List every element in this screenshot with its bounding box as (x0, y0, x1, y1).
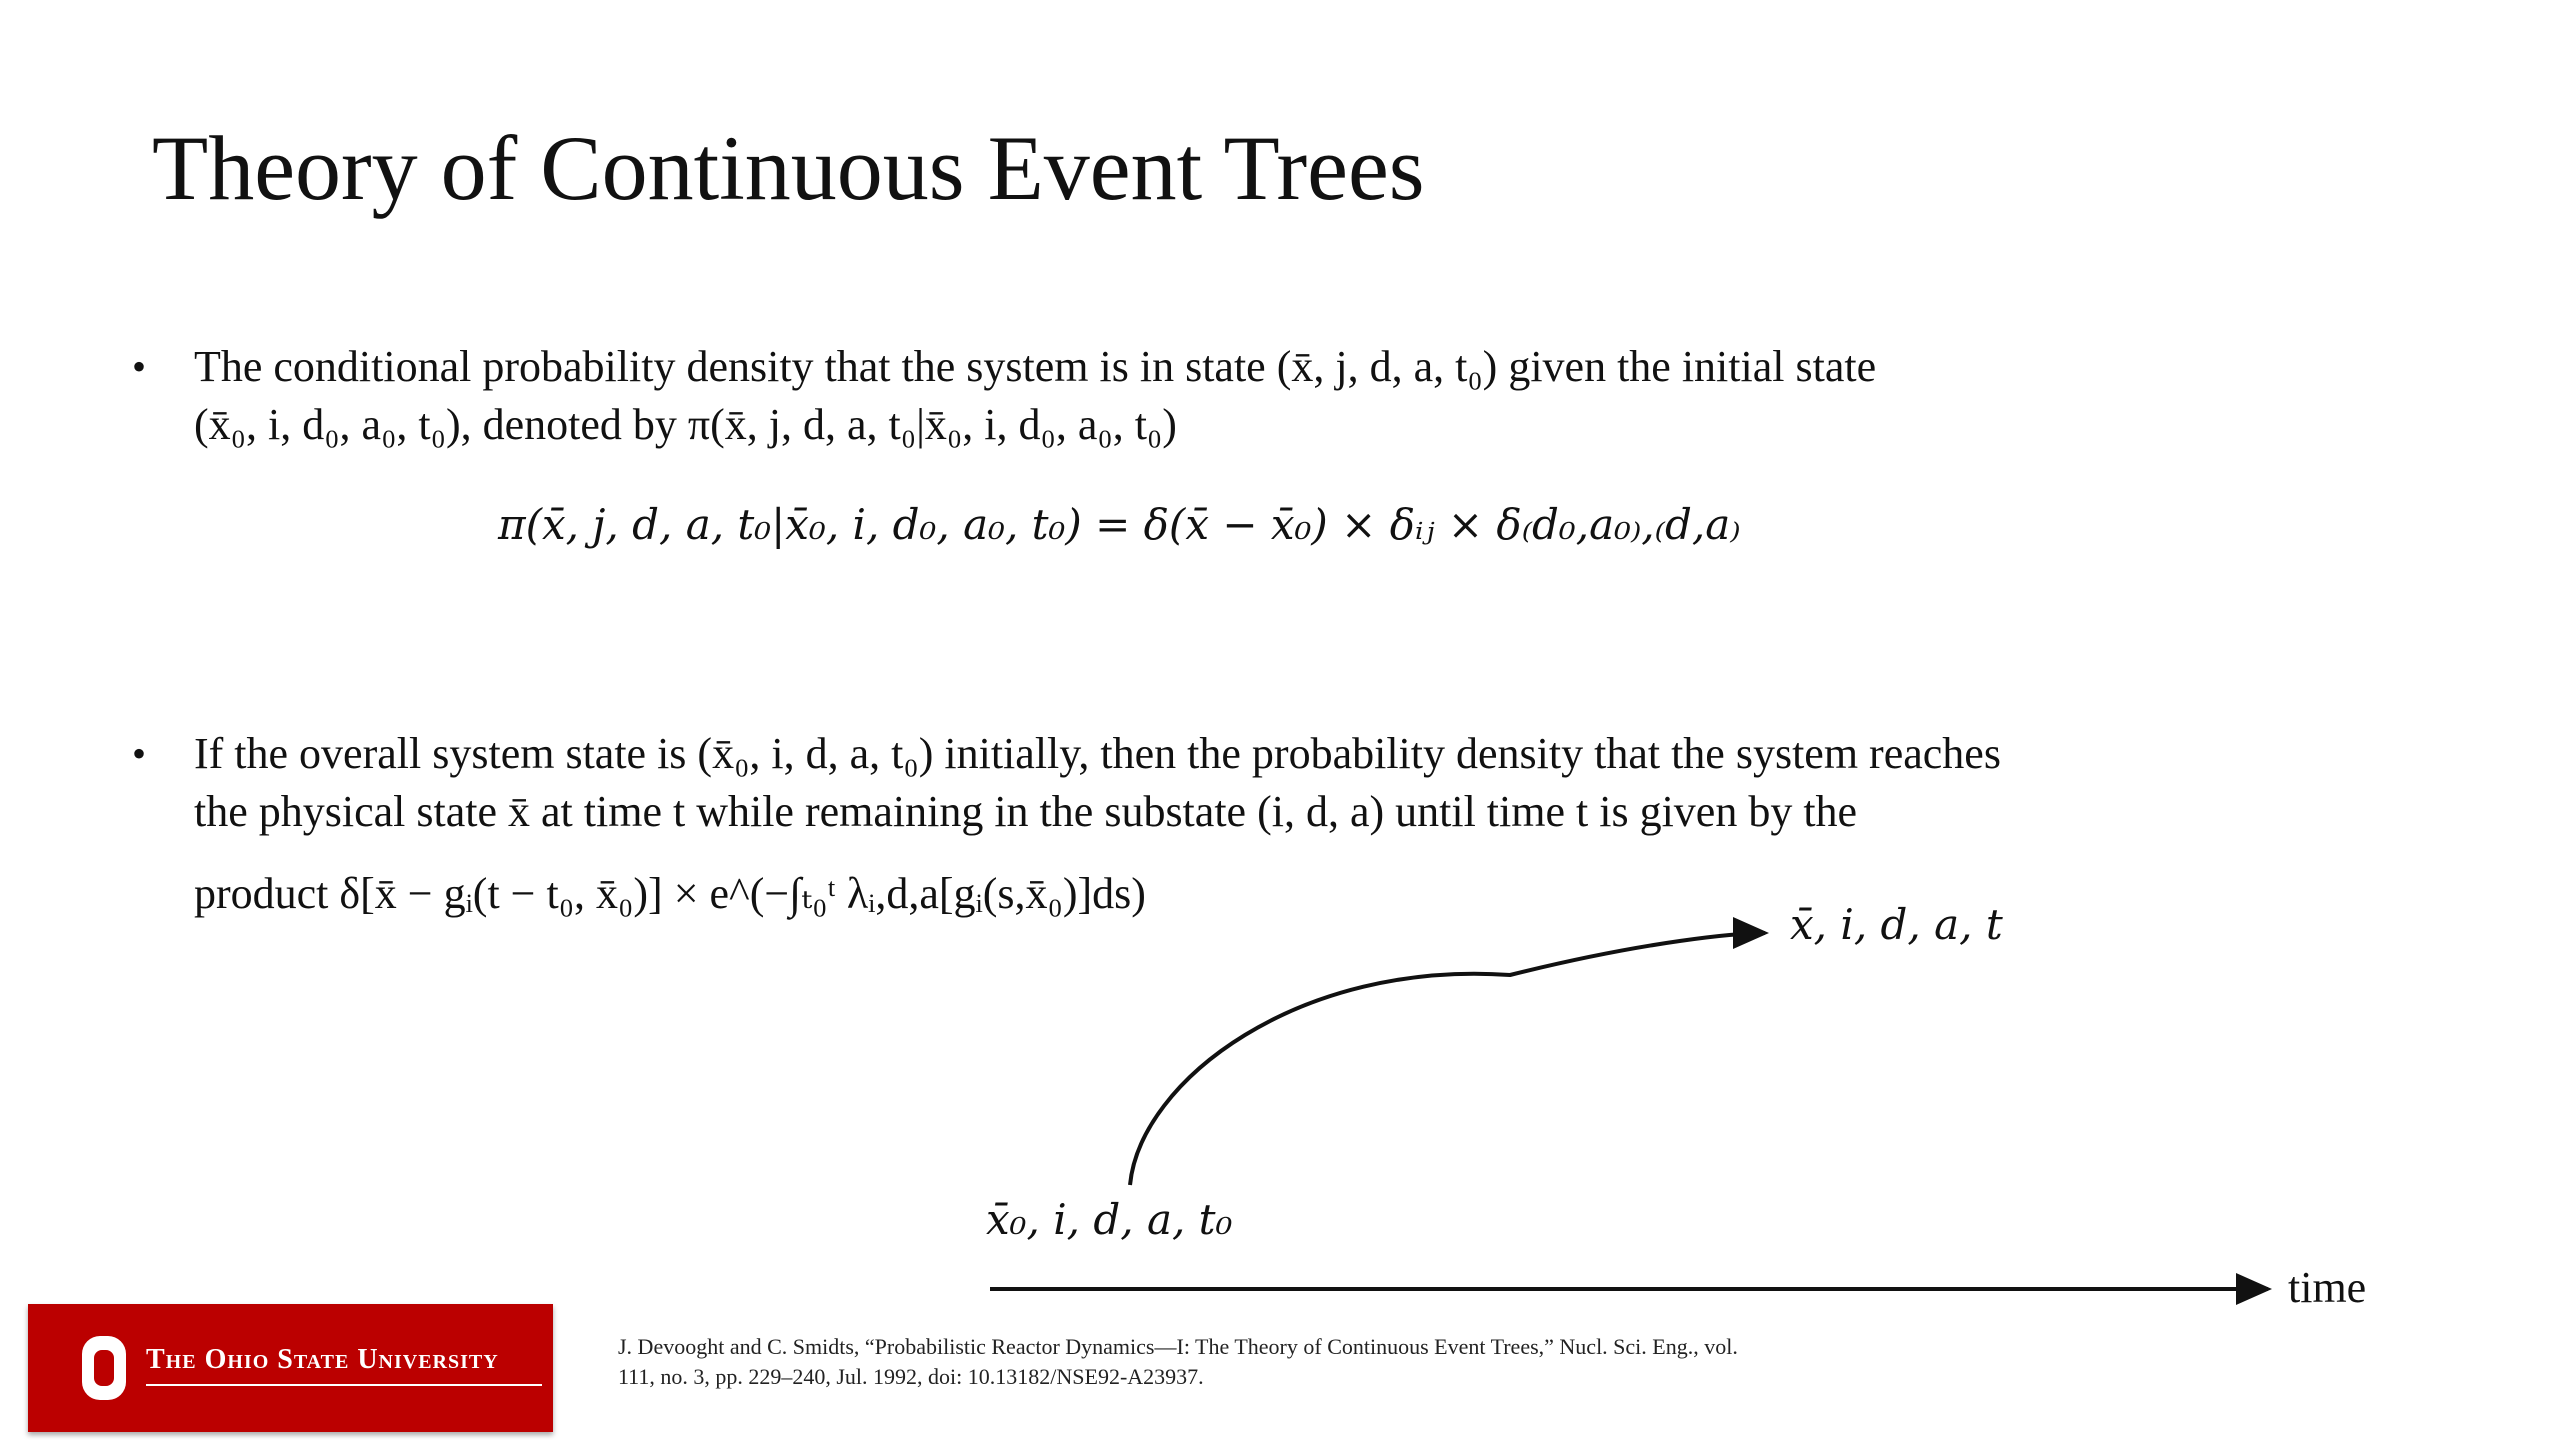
university-name: The Ohio State University (146, 1344, 499, 1375)
bullet2-line1: If the overall system state is (x̄₀, i, d, a, t₀) initially, then the probability density that the system reaches (194, 729, 2001, 778)
osu-logo (28, 1304, 553, 1432)
bullet-marker: • (132, 344, 147, 389)
bullet1-line1: The conditional probability density that the system is in state (x̄, j, d, a, t₀) given the initial state (194, 342, 1877, 391)
bullet1-line2: (x̄₀, i, d₀, a₀, t₀), denoted by π(x̄, j, d, a, t₀|x̄₀, i, d₀, a₀, t₀) (194, 400, 1177, 449)
start-state-label: x̄₀, i, d, a, t₀ (986, 1195, 1233, 1244)
bullet2-line2: the physical state x̄ at time t while remaining in the substate (i, d, a) until time t is given by the (194, 787, 1858, 836)
trajectory-curve (1130, 933, 1765, 1185)
logo-underline (146, 1384, 542, 1386)
time-axis-label: time (2288, 1263, 2367, 1312)
end-state-label: x̄, i, d, a, t (1790, 900, 2003, 949)
block-o-icon (80, 1334, 128, 1402)
transition-equation: π(x̄, j, d, a, t₀|x̄₀, i, d₀, a₀, t₀) = δ(x̄ − x̄₀) × δᵢⱼ × δ₍d₀,a₀₎,₍d,a₎ (498, 500, 1741, 549)
citation-line1: J. Devooght and C. Smidts, “Probabilistic Reactor Dynamics—I: The Theory of Continuous Event Trees,” Nucl. Sci. Eng., vol. (618, 1334, 1738, 1359)
bullet-marker: • (132, 731, 147, 776)
citation-line2: 111, no. 3, pp. 229–240, Jul. 1992, doi: 10.13182/NSE92-A23937. (618, 1364, 1204, 1389)
slide-title: Theory of Continuous Event Trees (152, 117, 1425, 219)
citation (618, 1332, 1738, 1392)
bullet2-line3: product δ[x̄ − gᵢ(t − t₀, x̄₀)] × e^(−∫ₜ₀ᵗ λᵢ,d,a[gᵢ(s,x̄₀)]ds) (194, 869, 1146, 918)
